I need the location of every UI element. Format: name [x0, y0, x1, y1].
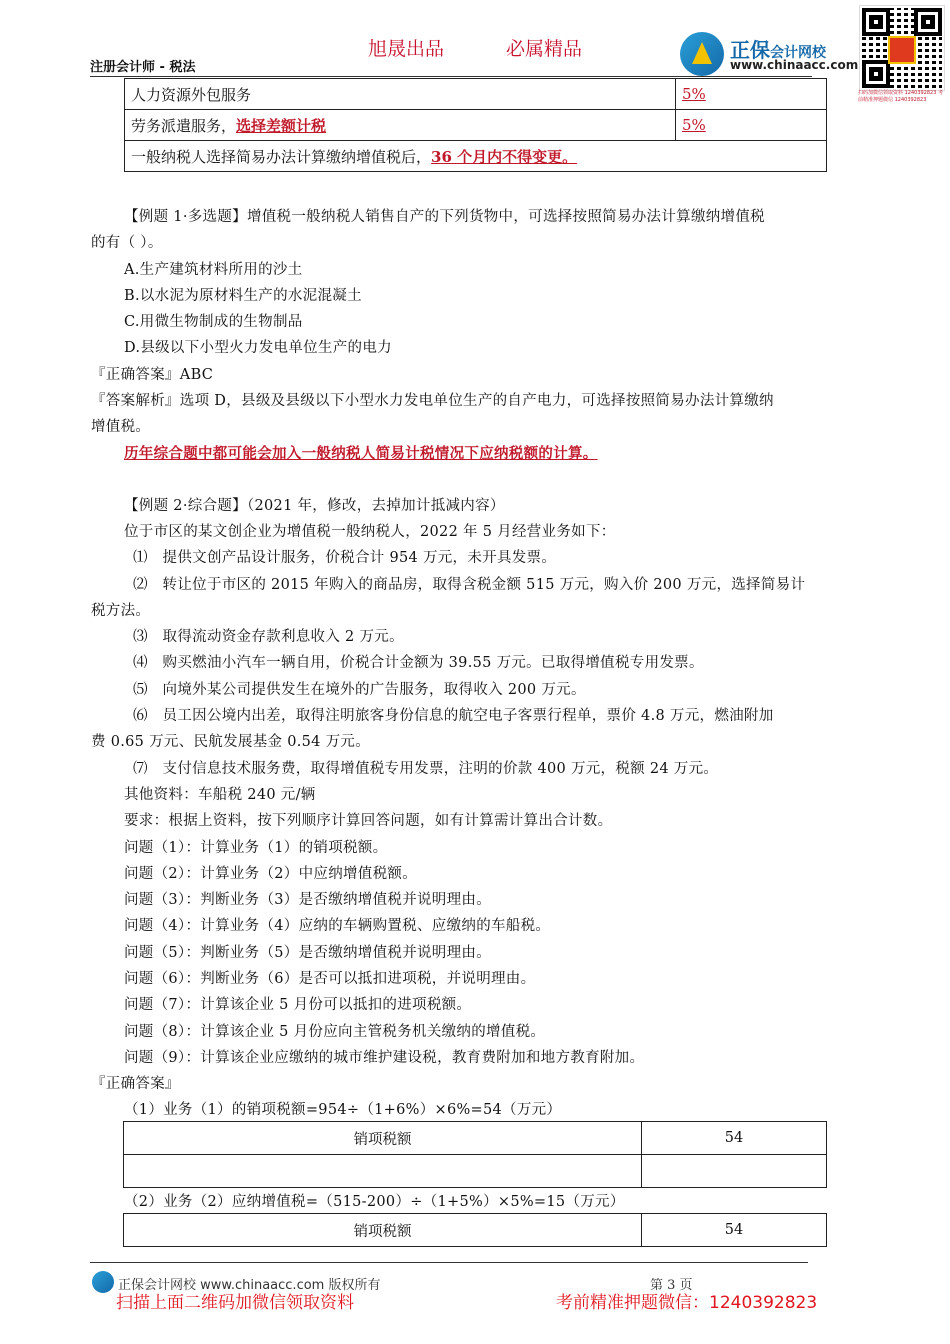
- qr-finder-icon: [862, 60, 890, 88]
- footer-promo-right: 考前精准押题微信：1240392823: [556, 1293, 818, 1313]
- table-cell: [125, 110, 676, 141]
- example1-question-cont: 的有（ ）。: [91, 235, 163, 251]
- list-item: [133, 651, 704, 672]
- item-number: ⑵: [133, 577, 148, 593]
- answer-title: 『正确答案』: [91, 1076, 180, 1092]
- requirement: 要求：根据上资料，按下列顺序计算回答问题，如有计算需计算出合计数。: [124, 813, 613, 829]
- table-cell: 销项税额: [124, 1214, 642, 1247]
- item-number: ⑶: [133, 629, 148, 645]
- item-number: ⑹: [133, 708, 148, 724]
- question-item: 问题（2）：计算业务（2）中应纳增值税额。: [124, 866, 417, 882]
- item-number: ⑴: [133, 550, 148, 566]
- row-label: 人力资源外包服务: [131, 85, 252, 104]
- slogan-left: 旭晟出品: [367, 38, 444, 60]
- table-row: [125, 79, 827, 110]
- table-row: [124, 1122, 827, 1155]
- table-cell: [125, 79, 676, 110]
- item-number: ⑺: [133, 761, 148, 777]
- page-number: 第 3 页: [650, 1278, 693, 1293]
- answer-table-1: [123, 1121, 827, 1188]
- item-text: 购买燃油小汽车一辆自用，价税合计金额为 39.55 万元。已取得增值税专用发票。: [162, 655, 704, 671]
- question-item: 问题（9）：计算该企业应缴纳的城市维护建设税，教育费附加和地方教育附加。: [124, 1050, 645, 1066]
- note-text: 一般纳税人选择简易办法计算缴纳增值税后，: [131, 147, 432, 166]
- table-cell-rate: 5%: [676, 110, 827, 141]
- example1-answer: 『正确答案』ABC: [91, 367, 214, 383]
- qr-finder-icon: [914, 8, 942, 36]
- doc-title: 注册会计师 - 税法: [90, 60, 196, 75]
- option-c: C.用微生物制成的生物制品: [124, 314, 303, 330]
- table-cell: 54: [642, 1214, 827, 1247]
- question-item: 问题（5）：判断业务（5）是否缴纳增值税并说明理由。: [124, 945, 491, 961]
- table-row: [125, 110, 827, 141]
- item-text: 支付信息技术服务费，取得增值税专用发票，注明的价款 400 万元，税额 24 万元。: [162, 761, 719, 777]
- table-cell: [642, 1155, 827, 1188]
- footer-copyright: 正保会计网校 www.chinaacc.com 版权所有: [118, 1278, 381, 1293]
- footer-divider: [90, 1262, 808, 1263]
- rate-table: [124, 78, 827, 172]
- list-item: [133, 678, 586, 699]
- question-item: 问题（3）：判断业务（3）是否缴纳增值税并说明理由。: [124, 892, 491, 908]
- item-text: 转让位于市区的 2015 年购入的商品房，取得含税金额 515 万元，购入价 200 万元，选择简易计: [162, 577, 806, 593]
- table-row: [125, 141, 827, 172]
- list-item: [133, 704, 774, 725]
- list-item: [133, 573, 805, 594]
- option-a: A.生产建筑材料所用的沙土: [124, 262, 303, 278]
- brand-logo-icon: [680, 32, 724, 76]
- brand-name-sub: 会计网校: [770, 45, 826, 61]
- footer-promo-left: 扫描上面二维码加微信领取资料: [116, 1293, 354, 1313]
- table-cell: 销项税额: [124, 1122, 642, 1155]
- row-label: 劳务派遣服务，: [131, 116, 237, 135]
- example1-analysis: 『答案解析』选项 D，县级及县级以下小型水力发电单位生产的自产电力，可选择按照简易办法计算缴纳: [91, 393, 774, 409]
- answer-table-2: [123, 1213, 827, 1247]
- answer-1: （1）业务（1）的销项税额=954÷（1+6%）×6%=54（万元）: [124, 1102, 562, 1118]
- brand-name-main: 正保: [730, 38, 770, 62]
- table-note-cell: [125, 141, 827, 172]
- item-number: ⑸: [133, 682, 148, 698]
- qr-finder-icon: [862, 8, 890, 36]
- question-item: 问题（4）：计算业务（4）应纳的车辆购置税、应缴纳的车船税。: [124, 918, 551, 934]
- item-text: 员工因公境内出差，取得注明旅客身份信息的航空电子客票行程单，票价 4.8 万元，燃油附加: [162, 708, 774, 724]
- option-d: D.县级以下小型火力发电单位生产的电力: [124, 340, 392, 356]
- slogan-right: 必属精品: [506, 38, 583, 60]
- example1-analysis-cont: 增值税。: [91, 419, 151, 435]
- table-cell-rate: 5%: [676, 79, 827, 110]
- list-item: [133, 757, 718, 778]
- note-highlight: 36 个月内不得变更。: [431, 147, 578, 166]
- table-cell: 54: [642, 1122, 827, 1155]
- footer-logo-icon: [92, 1271, 114, 1293]
- qr-caption: 扫码加微信领取资料 1240392823 考前精准押题微信 1240392823: [858, 90, 943, 103]
- brand-url: www.chinaacc.com: [730, 58, 859, 72]
- example1-question: 【例题 1·多选题】增值税一般纳税人销售自产的下列货物中，可选择按照简易办法计算缴纳增值税: [124, 209, 765, 225]
- example2-intro: 位于市区的某文创企业为增值税一般纳税人，2022 年 5 月经营业务如下：: [124, 524, 616, 540]
- item-text: 取得流动资金存款利息收入 2 万元。: [162, 629, 404, 645]
- item-number: ⑷: [133, 655, 148, 671]
- question-item: 问题（1）：计算业务（1）的销项税额。: [124, 840, 388, 856]
- table-row: [124, 1155, 827, 1188]
- list-item: [133, 546, 556, 567]
- table-cell: [124, 1155, 642, 1188]
- question-item: 问题（8）：计算该企业 5 月份应向主管税务机关缴纳的增值税。: [124, 1024, 546, 1040]
- list-item-cont: 费 0.65 万元、民航发展基金 0.54 万元。: [91, 734, 371, 750]
- qr-center-badge-icon: [888, 36, 916, 64]
- exam-tip-highlight: 历年综合题中都可能会加入一般纳税人简易计税情况下应纳税额的计算。: [124, 445, 598, 462]
- other-info: 其他资料：车船税 240 元/辆: [124, 787, 316, 803]
- example2-title: 【例题 2·综合题】（2021 年，修改，去掉加计抵减内容）: [124, 498, 505, 514]
- answer-2: （2）业务（2）应纳增值税=（515-200）÷（1+5%）×5%=15（万元）: [124, 1194, 625, 1210]
- question-item: 问题（7）：计算该企业 5 月份可以抵扣的进项税额。: [124, 997, 472, 1013]
- option-b: B.以水泥为原材料生产的水泥混凝土: [124, 288, 362, 304]
- list-item-cont: 税方法。: [91, 603, 151, 619]
- header-divider: [90, 76, 812, 77]
- list-item: [133, 625, 404, 646]
- item-text: 提供文创产品设计服务，价税合计 954 万元，未开具发票。: [162, 550, 557, 566]
- row-label-highlight: 选择差额计税: [236, 116, 327, 135]
- question-item: 问题（6）：判断业务（6）是否可以抵扣进项税，并说明理由。: [124, 971, 536, 987]
- table-row: [124, 1214, 827, 1247]
- item-text: 向境外某公司提供发生在境外的广告服务，取得收入 200 万元。: [162, 682, 586, 698]
